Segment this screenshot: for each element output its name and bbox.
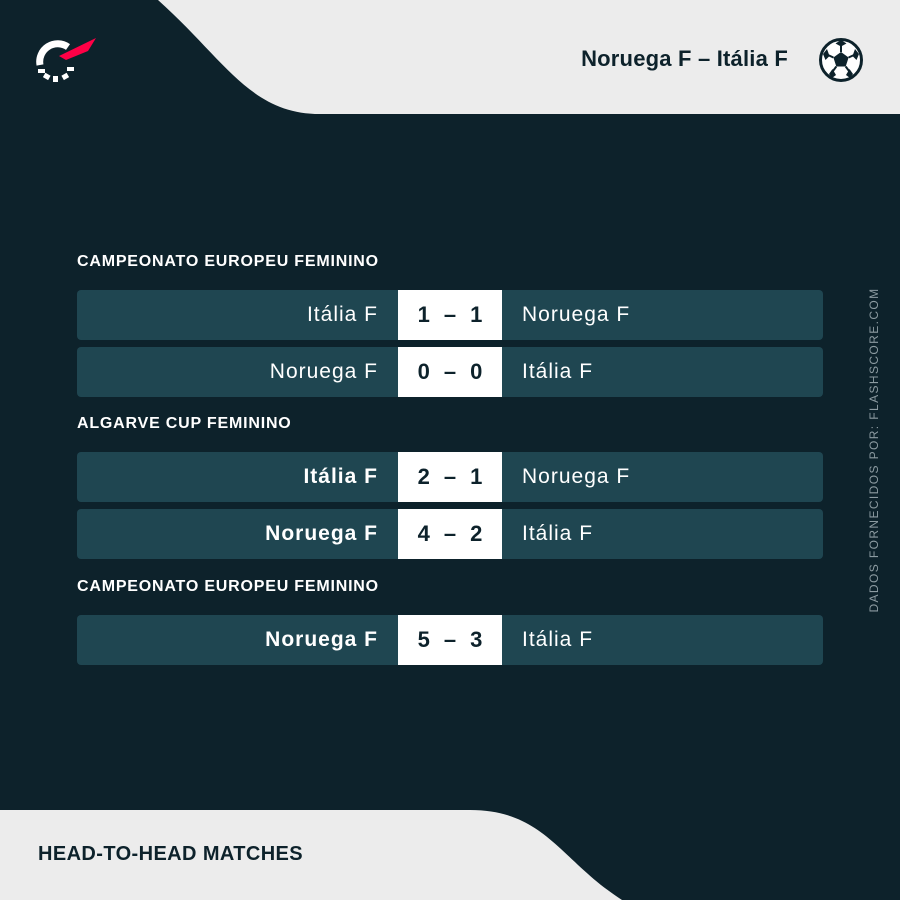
away-score: 3: [470, 627, 483, 652]
score-separator: –: [443, 521, 457, 546]
away-team: Noruega F: [522, 465, 631, 488]
score-box: [398, 290, 502, 340]
score-separator: –: [443, 627, 457, 652]
home-score: 5: [417, 627, 430, 652]
home-team: Noruega F: [269, 360, 378, 383]
home-score: 1: [417, 302, 430, 327]
home-score: 2: [417, 464, 430, 489]
match-row: [77, 452, 823, 502]
home-score: 4: [417, 521, 430, 546]
away-score: 2: [470, 521, 483, 546]
home-team: Noruega F: [265, 522, 378, 545]
home-team: Noruega F: [265, 628, 378, 651]
score-box: [398, 452, 502, 502]
home-team: Itália F: [306, 303, 378, 326]
away-team: Itália F: [522, 628, 594, 651]
match-row: [77, 290, 823, 340]
home-team: Itália F: [303, 465, 378, 488]
football-icon: [818, 37, 864, 83]
score-box: [398, 347, 502, 397]
away-score: 1: [470, 302, 483, 327]
header-panel: [158, 0, 900, 114]
flashscore-logo-icon: [36, 36, 96, 82]
away-team: Itália F: [522, 360, 594, 383]
away-team: Itália F: [522, 522, 594, 545]
away-team: Noruega F: [522, 303, 631, 326]
score-separator: –: [443, 359, 457, 384]
score-box: [398, 509, 502, 559]
competition-label: CAMPEONATO EUROPEU FEMININO: [77, 253, 379, 270]
footer-title: HEAD-TO-HEAD MATCHES: [38, 843, 304, 865]
match-row: [77, 615, 823, 665]
score-separator: –: [443, 464, 457, 489]
competition-label: ALGARVE CUP FEMININO: [77, 415, 292, 432]
score-separator: –: [443, 302, 457, 327]
match-row: [77, 347, 823, 397]
away-score: 0: [470, 359, 483, 384]
data-credit: DADOS FORNECIDOS POR: FLASHSCORE.COM: [867, 287, 881, 613]
away-score: 1: [470, 464, 483, 489]
score-box: [398, 615, 502, 665]
home-score: 0: [417, 359, 430, 384]
competition-label: CAMPEONATO EUROPEU FEMININO: [77, 578, 379, 595]
match-row: [77, 509, 823, 559]
match-title: Noruega F – Itália F: [581, 46, 788, 71]
